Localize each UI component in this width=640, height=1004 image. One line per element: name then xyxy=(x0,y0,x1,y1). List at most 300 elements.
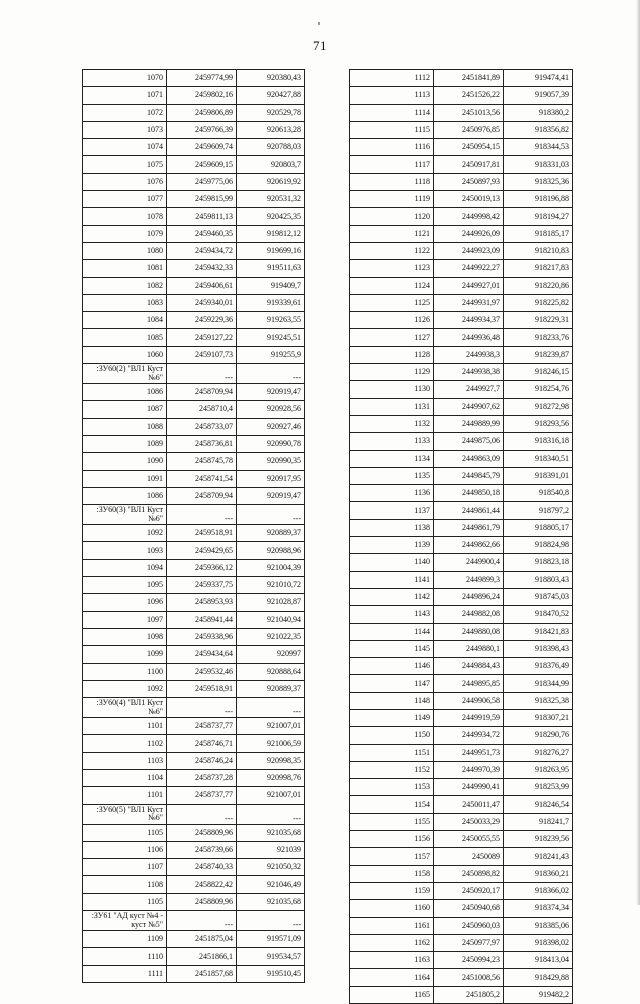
x-coordinate-cell: 2450089 xyxy=(434,848,504,865)
y-coordinate-cell: 921035,68 xyxy=(237,824,305,841)
point-number-cell: 1113 xyxy=(350,87,434,104)
coordinate-row xyxy=(350,727,573,744)
point-number-cell: 1100 xyxy=(83,663,167,680)
coordinate-row xyxy=(83,893,305,910)
point-number-cell: 1161 xyxy=(350,917,434,934)
x-coordinate-cell: 2459609,74 xyxy=(167,139,237,156)
x-coordinate-cell: --- xyxy=(167,911,237,931)
x-coordinate-cell: 2449907,62 xyxy=(434,398,504,415)
land-plot-label xyxy=(83,364,167,384)
y-coordinate-cell: 918413,04 xyxy=(504,952,573,969)
y-coordinate-cell: 918239,56 xyxy=(504,831,573,848)
x-coordinate-cell: 2459406,61 xyxy=(167,277,237,294)
point-number-cell: 1126 xyxy=(350,312,434,329)
y-coordinate-cell: 918391,01 xyxy=(504,467,573,484)
point-number-cell: 1097 xyxy=(83,611,167,628)
coordinate-row xyxy=(83,577,305,594)
x-coordinate-cell: 2458709,94 xyxy=(167,384,237,401)
y-coordinate-cell: 918210,83 xyxy=(504,242,573,259)
x-coordinate-cell: 2449927,01 xyxy=(434,277,504,294)
x-coordinate-cell: 2449934,37 xyxy=(434,312,504,329)
x-coordinate-cell: 2459229,36 xyxy=(167,312,237,329)
y-coordinate-cell: 918824,98 xyxy=(504,537,573,554)
coordinate-row xyxy=(350,831,573,848)
x-coordinate-cell: 2450940,68 xyxy=(434,900,504,917)
point-number-cell: 1124 xyxy=(350,277,434,294)
x-coordinate-cell: 2450917,81 xyxy=(434,156,504,173)
x-coordinate-cell: 2449899,3 xyxy=(434,571,504,588)
coordinate-row xyxy=(350,588,573,605)
coordinate-row xyxy=(83,173,305,190)
coordinate-row xyxy=(83,260,305,277)
coordinate-row xyxy=(350,675,573,692)
coordinate-row xyxy=(83,525,305,542)
point-number-cell: 1101 xyxy=(83,787,167,804)
point-number-cell: 1154 xyxy=(350,796,434,813)
x-coordinate-cell: 2459802,16 xyxy=(167,87,237,104)
point-number-cell: 1080 xyxy=(83,242,167,259)
x-coordinate-cell: 2451857,68 xyxy=(167,965,237,982)
y-coordinate-cell: 919482,2 xyxy=(504,986,573,1003)
y-coordinate-cell: 918229,31 xyxy=(504,312,573,329)
x-coordinate-cell: 2449863,09 xyxy=(434,450,504,467)
x-coordinate-cell: 2451013,56 xyxy=(434,104,504,121)
coordinate-row xyxy=(350,744,573,761)
point-number-cell: 1136 xyxy=(350,485,434,502)
x-coordinate-cell: 2459434,72 xyxy=(167,242,237,259)
point-number-cell: 1162 xyxy=(350,934,434,951)
x-coordinate-cell: 2459815,99 xyxy=(167,191,237,208)
coordinate-row xyxy=(83,735,305,752)
x-coordinate-cell: 2449882,08 xyxy=(434,606,504,623)
x-coordinate-cell: 2458822,42 xyxy=(167,876,237,893)
land-plot-label xyxy=(83,804,167,824)
point-number-cell: 1118 xyxy=(350,173,434,190)
coordinate-row xyxy=(83,312,305,329)
group-header-row xyxy=(83,911,305,931)
point-number-cell: 1145 xyxy=(350,640,434,657)
x-coordinate-cell: 2449845,79 xyxy=(434,467,504,484)
x-coordinate-cell: 2450994,23 xyxy=(434,952,504,969)
point-number-cell: 1101 xyxy=(83,718,167,735)
coordinate-row xyxy=(83,121,305,138)
coordinate-row xyxy=(350,364,573,381)
coordinate-row xyxy=(83,470,305,487)
coordinate-row xyxy=(83,876,305,893)
point-number-cell: 1074 xyxy=(83,139,167,156)
point-number-cell: 1078 xyxy=(83,208,167,225)
y-coordinate-cell: 918380,2 xyxy=(504,104,573,121)
point-number-cell: 1125 xyxy=(350,294,434,311)
y-coordinate-cell: 918366,02 xyxy=(504,882,573,899)
y-coordinate-cell: 921007,01 xyxy=(237,787,305,804)
coordinate-row xyxy=(350,882,573,899)
y-coordinate-cell: 920529,78 xyxy=(237,104,305,121)
y-coordinate-cell: 918220,86 xyxy=(504,277,573,294)
x-coordinate-cell: 2458746,71 xyxy=(167,735,237,752)
x-coordinate-cell: 2449861,44 xyxy=(434,502,504,519)
x-coordinate-cell: 2449919,59 xyxy=(434,709,504,726)
x-coordinate-cell: 2449875,06 xyxy=(434,433,504,450)
y-coordinate-cell: 918246,54 xyxy=(504,796,573,813)
x-coordinate-cell: --- xyxy=(167,505,237,525)
point-number-cell: 1164 xyxy=(350,969,434,986)
y-coordinate-cell: --- xyxy=(237,505,305,525)
y-coordinate-cell: 920917,95 xyxy=(237,470,305,487)
x-coordinate-cell: 2449862,66 xyxy=(434,537,504,554)
point-number-cell: 1135 xyxy=(350,467,434,484)
point-number-cell: 1085 xyxy=(83,329,167,346)
group-header-row xyxy=(83,364,305,384)
x-coordinate-cell: 2459127,22 xyxy=(167,329,237,346)
x-coordinate-cell: 2459107,73 xyxy=(167,346,237,363)
point-number-cell: 1105 xyxy=(83,824,167,841)
coordinate-row xyxy=(83,718,305,735)
coordinate-row xyxy=(350,848,573,865)
point-number-cell: 1160 xyxy=(350,900,434,917)
coordinate-row xyxy=(350,934,573,951)
y-coordinate-cell: 918421,83 xyxy=(504,623,573,640)
point-number-cell: 1129 xyxy=(350,364,434,381)
coordinate-row xyxy=(83,384,305,401)
x-coordinate-cell: 2449938,3 xyxy=(434,346,504,363)
coordinates-table-right xyxy=(349,69,573,1004)
y-coordinate-cell: 918797,2 xyxy=(504,502,573,519)
x-coordinate-cell: 2450019,13 xyxy=(434,191,504,208)
y-coordinate-cell: 918185,17 xyxy=(504,225,573,242)
point-number-cell: 1107 xyxy=(83,859,167,876)
x-coordinate-cell: 2458737,77 xyxy=(167,787,237,804)
coordinate-row xyxy=(83,70,305,87)
point-number-cell: 1147 xyxy=(350,675,434,692)
x-coordinate-cell: 2449951,73 xyxy=(434,744,504,761)
coordinate-row xyxy=(350,796,573,813)
point-number-cell: 1098 xyxy=(83,628,167,645)
point-number-cell: 1153 xyxy=(350,779,434,796)
y-coordinate-cell: 918398,02 xyxy=(504,934,573,951)
y-coordinate-cell: 921040,94 xyxy=(237,611,305,628)
y-coordinate-cell: 921035,68 xyxy=(237,893,305,910)
point-number-cell: 1151 xyxy=(350,744,434,761)
x-coordinate-cell: 2449900,4 xyxy=(434,554,504,571)
coordinate-row xyxy=(350,502,573,519)
y-coordinate-cell: 918239,87 xyxy=(504,346,573,363)
point-number-cell: 1115 xyxy=(350,121,434,138)
coordinates-table-left xyxy=(82,69,305,983)
x-coordinate-cell: 2449861,79 xyxy=(434,519,504,536)
x-coordinate-cell: 2449938,38 xyxy=(434,364,504,381)
point-number-cell: 1111 xyxy=(83,965,167,982)
y-coordinate-cell: 920380,43 xyxy=(237,70,305,87)
coordinate-row xyxy=(350,917,573,934)
x-coordinate-cell: 2458710,4 xyxy=(167,401,237,418)
y-coordinate-cell: 918356,82 xyxy=(504,121,573,138)
y-coordinate-cell: 918344,53 xyxy=(504,139,573,156)
coordinate-row xyxy=(350,709,573,726)
coordinate-row xyxy=(83,418,305,435)
point-number-cell: 1071 xyxy=(83,87,167,104)
point-number-cell: 1086 xyxy=(83,487,167,504)
page-number: 71 xyxy=(313,38,327,53)
coordinate-row xyxy=(350,329,573,346)
point-number-cell: 1141 xyxy=(350,571,434,588)
y-coordinate-cell: 921006,59 xyxy=(237,735,305,752)
point-number-cell: 1072 xyxy=(83,104,167,121)
x-coordinate-cell: 2458739,66 xyxy=(167,841,237,858)
land-plot-label-line: :ЗУ60(5) "ВЛ1 Куст xyxy=(96,804,163,814)
point-number-cell: 1116 xyxy=(350,139,434,156)
coordinate-row xyxy=(350,208,573,225)
coordinate-row xyxy=(350,606,573,623)
x-coordinate-cell: 2451841,89 xyxy=(434,70,504,87)
point-number-cell: 1112 xyxy=(350,70,434,87)
y-coordinate-cell: 920928,56 xyxy=(237,401,305,418)
x-coordinate-cell: 2459366,12 xyxy=(167,559,237,576)
x-coordinate-cell: 2459774,99 xyxy=(167,70,237,87)
x-coordinate-cell: 2449880,1 xyxy=(434,640,504,657)
coordinate-row xyxy=(83,242,305,259)
coordinate-row xyxy=(350,433,573,450)
point-number-cell: 1132 xyxy=(350,415,434,432)
coordinate-row xyxy=(350,260,573,277)
point-number-cell: 1094 xyxy=(83,559,167,576)
y-coordinate-cell: 918196,88 xyxy=(504,191,573,208)
land-plot-label-line: куст №5" xyxy=(131,919,163,929)
x-coordinate-cell: 2458740,33 xyxy=(167,859,237,876)
point-number-cell: 1093 xyxy=(83,542,167,559)
land-plot-label-line: :ЗУ60(2) "ВЛ1 Куст xyxy=(96,364,163,374)
y-coordinate-cell: 918276,27 xyxy=(504,744,573,761)
y-coordinate-cell: 918325,38 xyxy=(504,692,573,709)
point-number-cell: 1144 xyxy=(350,623,434,640)
y-coordinate-cell: 920889,37 xyxy=(237,525,305,542)
coordinate-row xyxy=(350,900,573,917)
coordinate-row xyxy=(83,859,305,876)
y-coordinate-cell: 918360,21 xyxy=(504,865,573,882)
x-coordinate-cell: 2451526,22 xyxy=(434,87,504,104)
point-number-cell: 1120 xyxy=(350,208,434,225)
y-coordinate-cell: 918745,03 xyxy=(504,588,573,605)
point-number-cell: 1075 xyxy=(83,156,167,173)
x-coordinate-cell: 2449880,08 xyxy=(434,623,504,640)
coordinate-row xyxy=(350,519,573,536)
coordinate-row xyxy=(350,294,573,311)
x-coordinate-cell: 2459432,33 xyxy=(167,260,237,277)
x-coordinate-cell: 2459518,91 xyxy=(167,525,237,542)
y-coordinate-cell: 918374,34 xyxy=(504,900,573,917)
coordinate-row xyxy=(350,156,573,173)
y-coordinate-cell: 920531,32 xyxy=(237,191,305,208)
coordinate-row xyxy=(350,692,573,709)
coordinate-row xyxy=(83,841,305,858)
point-number-cell: 1149 xyxy=(350,709,434,726)
x-coordinate-cell: 2458953,93 xyxy=(167,594,237,611)
coordinate-row xyxy=(83,156,305,173)
point-number-cell: 1133 xyxy=(350,433,434,450)
x-coordinate-cell: 2450976,85 xyxy=(434,121,504,138)
x-coordinate-cell: 2449936,48 xyxy=(434,329,504,346)
x-coordinate-cell: 2449934,72 xyxy=(434,727,504,744)
x-coordinate-cell: 2458746,24 xyxy=(167,752,237,769)
x-coordinate-cell: 2459609,15 xyxy=(167,156,237,173)
y-coordinate-cell: 920990,35 xyxy=(237,453,305,470)
point-number-cell: 1060 xyxy=(83,346,167,363)
y-coordinate-cell: 918253,99 xyxy=(504,779,573,796)
point-number-cell: 1099 xyxy=(83,646,167,663)
point-number-cell: 1130 xyxy=(350,381,434,398)
point-number-cell: 1127 xyxy=(350,329,434,346)
y-coordinate-cell: 921004,39 xyxy=(237,559,305,576)
land-plot-label-line: :ЗУ60(4) "ВЛ1 Куст xyxy=(96,698,163,708)
x-coordinate-cell: 2459340,01 xyxy=(167,294,237,311)
point-number-cell: 1109 xyxy=(83,931,167,948)
y-coordinate-cell: 919511,63 xyxy=(237,260,305,277)
x-coordinate-cell: 2459429,65 xyxy=(167,542,237,559)
x-coordinate-cell: 2450898,82 xyxy=(434,865,504,882)
point-number-cell: 1138 xyxy=(350,519,434,536)
point-number-cell: 1092 xyxy=(83,680,167,697)
y-coordinate-cell: 918803,43 xyxy=(504,571,573,588)
coordinate-row xyxy=(350,173,573,190)
coordinate-row xyxy=(83,208,305,225)
y-coordinate-cell: 918344,99 xyxy=(504,675,573,692)
x-coordinate-cell: 2458709,94 xyxy=(167,487,237,504)
y-coordinate-cell: 921022,35 xyxy=(237,628,305,645)
point-number-cell: 1104 xyxy=(83,769,167,786)
point-number-cell: 1119 xyxy=(350,191,434,208)
y-coordinate-cell: 920990,78 xyxy=(237,435,305,452)
coordinate-row xyxy=(350,139,573,156)
coordinate-row xyxy=(350,277,573,294)
x-coordinate-cell: 2451008,56 xyxy=(434,969,504,986)
coordinate-row xyxy=(350,104,573,121)
point-number-cell: 1103 xyxy=(83,752,167,769)
coordinate-row xyxy=(350,191,573,208)
coordinate-row xyxy=(83,948,305,965)
coordinate-row xyxy=(83,225,305,242)
point-number-cell: 1079 xyxy=(83,225,167,242)
coordinate-row xyxy=(350,485,573,502)
x-coordinate-cell: 2450977,97 xyxy=(434,934,504,951)
y-coordinate-cell: 919263,55 xyxy=(237,312,305,329)
x-coordinate-cell: 2449923,09 xyxy=(434,242,504,259)
coordinate-row xyxy=(83,965,305,982)
y-coordinate-cell: 918246,15 xyxy=(504,364,573,381)
coordinate-row xyxy=(83,435,305,452)
point-number-cell: 1117 xyxy=(350,156,434,173)
point-number-cell: 1140 xyxy=(350,554,434,571)
point-number-cell: 1110 xyxy=(83,948,167,965)
y-coordinate-cell: 920889,37 xyxy=(237,680,305,697)
x-coordinate-cell: 2449850,18 xyxy=(434,485,504,502)
point-number-cell: 1156 xyxy=(350,831,434,848)
y-coordinate-cell: 920425,35 xyxy=(237,208,305,225)
y-coordinate-cell: 921039 xyxy=(237,841,305,858)
y-coordinate-cell: 921010,72 xyxy=(237,577,305,594)
y-coordinate-cell: --- xyxy=(237,698,305,718)
y-coordinate-cell: 918290,76 xyxy=(504,727,573,744)
coordinate-row xyxy=(83,277,305,294)
y-coordinate-cell: 918376,49 xyxy=(504,658,573,675)
point-number-cell: 1142 xyxy=(350,588,434,605)
x-coordinate-cell: 2458736,81 xyxy=(167,435,237,452)
x-coordinate-cell: 2449906,58 xyxy=(434,692,504,709)
point-number-cell: 1095 xyxy=(83,577,167,594)
land-plot-label xyxy=(83,698,167,718)
point-number-cell: 1122 xyxy=(350,242,434,259)
x-coordinate-cell: 2458745,78 xyxy=(167,453,237,470)
y-coordinate-cell: 918805,17 xyxy=(504,519,573,536)
y-coordinate-cell: --- xyxy=(237,804,305,824)
x-coordinate-cell: 2449889,99 xyxy=(434,415,504,432)
coordinate-row xyxy=(83,542,305,559)
point-number-cell: 1083 xyxy=(83,294,167,311)
coordinate-row xyxy=(350,658,573,675)
x-coordinate-cell: 2459460,35 xyxy=(167,225,237,242)
coordinate-row xyxy=(83,594,305,611)
y-coordinate-cell: 919510,45 xyxy=(237,965,305,982)
coordinate-row xyxy=(83,559,305,576)
coordinate-row xyxy=(350,467,573,484)
y-coordinate-cell: 918540,8 xyxy=(504,485,573,502)
coordinate-row xyxy=(350,640,573,657)
y-coordinate-cell: 918470,52 xyxy=(504,606,573,623)
coordinate-row xyxy=(350,571,573,588)
y-coordinate-cell: 920613,28 xyxy=(237,121,305,138)
group-header-row xyxy=(83,698,305,718)
coordinate-row xyxy=(350,554,573,571)
coordinate-row xyxy=(350,450,573,467)
y-coordinate-cell: 918340,51 xyxy=(504,450,573,467)
point-number-cell: 1108 xyxy=(83,876,167,893)
y-coordinate-cell: --- xyxy=(237,911,305,931)
y-coordinate-cell: 919474,41 xyxy=(504,70,573,87)
y-coordinate-cell: 919812,12 xyxy=(237,225,305,242)
coordinate-row xyxy=(350,242,573,259)
coordinate-row xyxy=(350,813,573,830)
x-coordinate-cell: 2451875,04 xyxy=(167,931,237,948)
point-number-cell: 1152 xyxy=(350,761,434,778)
x-coordinate-cell: 2449895,85 xyxy=(434,675,504,692)
coordinate-row xyxy=(83,294,305,311)
coordinate-row xyxy=(350,121,573,138)
point-number-cell: 1086 xyxy=(83,384,167,401)
y-coordinate-cell: 920888,64 xyxy=(237,663,305,680)
coordinate-row xyxy=(83,329,305,346)
x-coordinate-cell: 2458733,07 xyxy=(167,418,237,435)
point-number-cell: 1092 xyxy=(83,525,167,542)
x-coordinate-cell: 2449998,42 xyxy=(434,208,504,225)
y-coordinate-cell: 918217,83 xyxy=(504,260,573,277)
coordinate-row xyxy=(83,611,305,628)
coordinate-row xyxy=(83,663,305,680)
y-coordinate-cell: 918325,36 xyxy=(504,173,573,190)
point-number-cell: 1158 xyxy=(350,865,434,882)
y-coordinate-cell: 918307,21 xyxy=(504,709,573,726)
x-coordinate-cell: 2451805,2 xyxy=(434,986,504,1003)
x-coordinate-cell: 2459766,39 xyxy=(167,121,237,138)
x-coordinate-cell: 2459337,75 xyxy=(167,577,237,594)
y-coordinate-cell: 918233,76 xyxy=(504,329,573,346)
point-number-cell: 1159 xyxy=(350,882,434,899)
point-number-cell: 1090 xyxy=(83,453,167,470)
x-coordinate-cell: 2449884,43 xyxy=(434,658,504,675)
coordinate-row xyxy=(83,87,305,104)
y-coordinate-cell: 921050,32 xyxy=(237,859,305,876)
y-coordinate-cell: 918194,27 xyxy=(504,208,573,225)
y-coordinate-cell: 919699,16 xyxy=(237,242,305,259)
x-coordinate-cell: 2458737,28 xyxy=(167,769,237,786)
